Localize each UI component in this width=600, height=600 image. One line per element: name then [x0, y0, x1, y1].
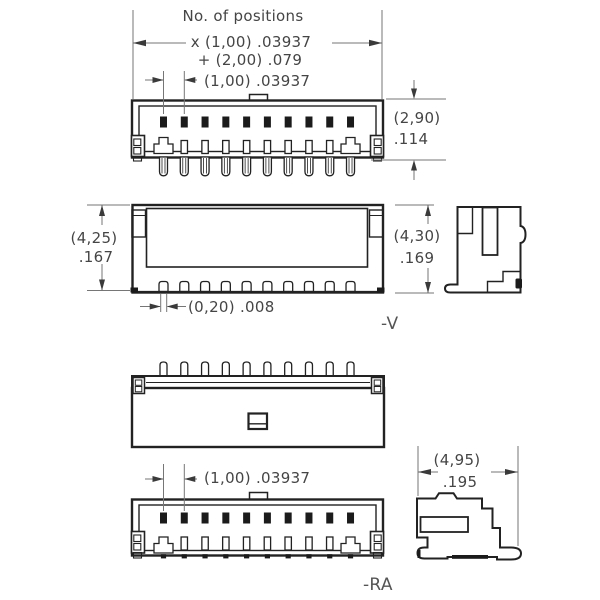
- contact-slot: [264, 537, 270, 550]
- solder-tick: [306, 554, 311, 558]
- solder-pin: [285, 362, 292, 377]
- dim-430-mm: (4,30): [393, 227, 441, 245]
- arrowhead-down: [99, 280, 105, 291]
- solder-pin: [202, 362, 209, 377]
- arrowhead-left: [418, 469, 431, 475]
- solder-pin: [305, 362, 312, 377]
- pin-row: [160, 157, 355, 176]
- arrowhead-left: [184, 77, 195, 83]
- arrowhead-up: [99, 205, 105, 216]
- contact-slot: [223, 537, 229, 550]
- solder-tab-right: [377, 288, 385, 293]
- contact-slot: [327, 141, 333, 154]
- solder-pin: [264, 362, 271, 377]
- solder-pin: [160, 157, 168, 176]
- contact-pad: [202, 117, 209, 128]
- dim-290-inch: .114: [393, 130, 429, 148]
- solder-pin: [201, 157, 209, 176]
- arrowhead-down: [411, 89, 417, 100]
- contact-pad: [202, 513, 209, 524]
- cavity-slot: [483, 208, 498, 256]
- dim-425-inch: .167: [78, 248, 114, 266]
- cavity-slot: [421, 517, 469, 532]
- arrowhead-left: [133, 40, 146, 46]
- contact-pad: [305, 117, 312, 128]
- arrowhead-right: [369, 40, 382, 46]
- solder-lead: [516, 279, 523, 289]
- solder-pin: [347, 157, 355, 176]
- solder-lead: [452, 555, 488, 559]
- dim-pitch-top: (1,00) .03937: [204, 72, 311, 90]
- solder-pin: [326, 362, 333, 377]
- contact-pad: [347, 513, 354, 524]
- contact-slot: [202, 537, 208, 550]
- note-positions: No. of positions: [182, 7, 304, 25]
- solder-tick: [348, 554, 353, 558]
- solder-pin: [263, 157, 271, 176]
- solder-pin: [180, 157, 188, 176]
- solder-tick: [286, 554, 291, 558]
- solder-pin: [160, 362, 167, 377]
- variant-label-ra: -RA: [363, 575, 393, 595]
- pin-profile: [201, 282, 210, 292]
- right-angle-top-view: [132, 362, 384, 447]
- pin-profile: [325, 282, 334, 292]
- arrowhead-up: [411, 160, 417, 171]
- arrowhead-right: [153, 77, 164, 83]
- dim-total-width: x (1,00) .03937: [190, 33, 312, 51]
- solder-pin: [284, 157, 292, 176]
- solder-pin: [181, 362, 188, 377]
- contact-slot: [243, 537, 249, 550]
- contact-slot: [285, 537, 291, 550]
- contact-pad: [181, 513, 188, 524]
- arrowhead-up: [425, 205, 431, 216]
- solder-pin: [347, 362, 354, 377]
- contact-slot: [285, 141, 291, 154]
- solder-pin: [222, 157, 230, 176]
- dim-margin: + (2,00) .079: [197, 51, 303, 69]
- contact-slot: [306, 537, 312, 550]
- dim-495-inch: .195: [442, 473, 478, 491]
- contact-pad: [264, 513, 271, 524]
- vertical-side-view: [445, 207, 526, 293]
- contact-pad: [243, 513, 250, 524]
- dim-430-inch: .169: [399, 249, 435, 267]
- contact-pad: [160, 117, 167, 128]
- vertical-top-view: [132, 95, 384, 176]
- dim-020: (0,20) .008: [188, 298, 275, 316]
- solder-pin: [326, 157, 334, 176]
- arrowhead-left: [184, 476, 195, 482]
- solder-pin: [305, 157, 313, 176]
- contact-slot: [306, 141, 312, 154]
- pin-profile: [304, 282, 313, 292]
- variant-label-v: -V: [381, 314, 399, 334]
- right-angle-side-view: [417, 493, 521, 559]
- solder-tick: [223, 554, 228, 558]
- pin-profile: [284, 282, 293, 292]
- arrowhead-right: [505, 469, 518, 475]
- dim-290-mm: (2,90): [393, 109, 441, 127]
- contact-pad: [326, 117, 333, 128]
- contact-slot: [181, 141, 187, 154]
- dim-pitch-ra: (1,00) .03937: [204, 469, 311, 487]
- pin-profile: [346, 282, 355, 292]
- arrowhead-right: [153, 476, 164, 482]
- housing-outline: [133, 205, 384, 293]
- contact-pad: [160, 513, 167, 524]
- contact-pad: [222, 117, 229, 128]
- contact-pad: [264, 117, 271, 128]
- center-boss: [249, 414, 268, 430]
- contact-slot: [264, 141, 270, 154]
- arrowhead-down: [425, 282, 431, 293]
- contact-pad: [285, 513, 292, 524]
- solder-tick: [161, 554, 166, 558]
- contact-slot: [181, 537, 187, 550]
- arrowhead-right: [150, 304, 161, 310]
- right-angle-front-view: [132, 493, 384, 559]
- solder-tick: [327, 554, 332, 558]
- contact-pad: [181, 117, 188, 128]
- solder-pin: [222, 362, 229, 377]
- contact-pad: [347, 117, 354, 128]
- solder-tick: [202, 554, 207, 558]
- pin-profile: [159, 282, 168, 292]
- contact-slot: [223, 141, 229, 154]
- contact-pad: [222, 513, 229, 524]
- pin-profile: [242, 282, 251, 292]
- dim-495-mm: (4,95): [433, 451, 481, 469]
- contact-pad: [326, 513, 333, 524]
- solder-pin: [243, 362, 250, 377]
- pin-profile: [263, 282, 272, 292]
- solder-tick: [265, 554, 270, 558]
- dim-425-mm: (4,25): [70, 229, 118, 247]
- solder-tick: [244, 554, 249, 558]
- contact-pad: [243, 117, 250, 128]
- arrowhead-left: [167, 304, 178, 310]
- solder-tab-left: [131, 288, 139, 293]
- vertical-front-view: [131, 205, 385, 293]
- solder-tick: [182, 554, 187, 558]
- contact-pad: [305, 513, 312, 524]
- contact-slot: [243, 141, 249, 154]
- pin-profile: [180, 282, 189, 292]
- contact-slot: [202, 141, 208, 154]
- solder-pin: [243, 157, 251, 176]
- contact-slot: [327, 537, 333, 550]
- solder-tab: [418, 550, 421, 558]
- pin-profile: [221, 282, 230, 292]
- contact-pad: [285, 117, 292, 128]
- pin-row: [160, 362, 354, 377]
